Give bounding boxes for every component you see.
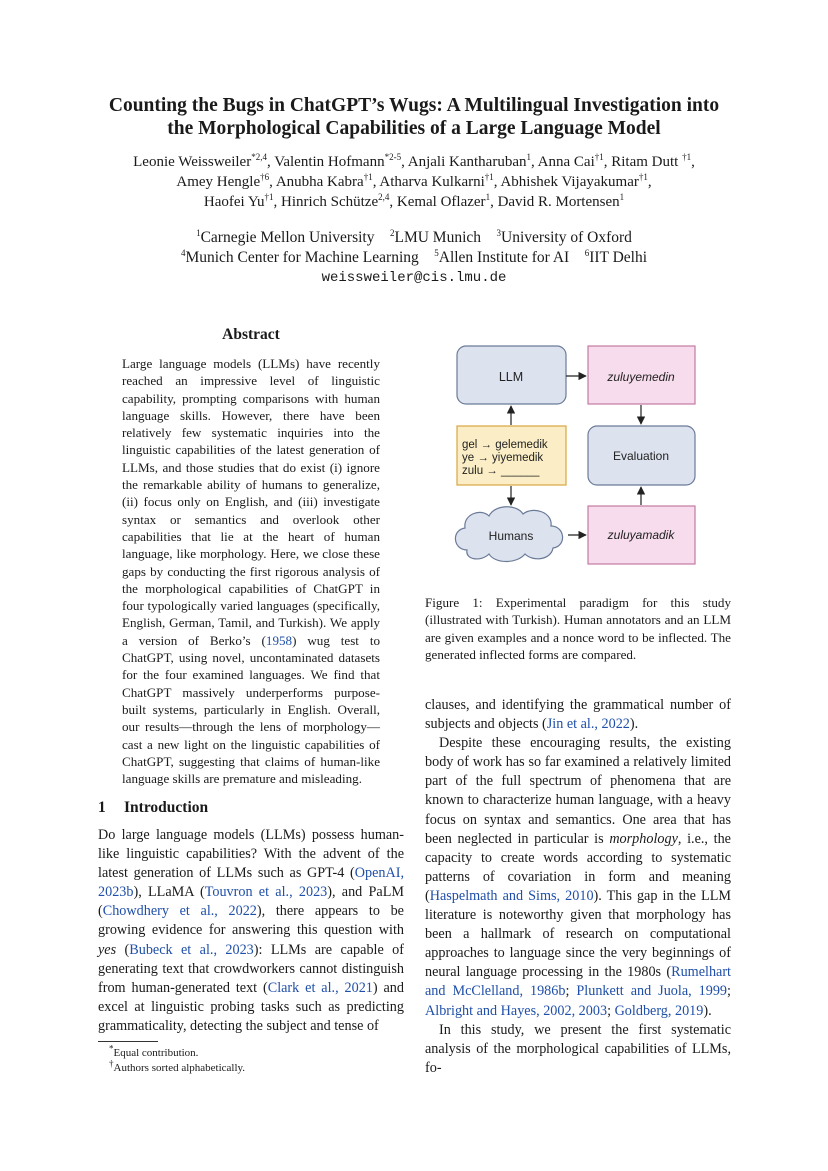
figure-1-diagram [425, 340, 731, 580]
citation-link[interactable]: Chowdhery et al., 2022 [102, 903, 257, 920]
contact-email[interactable]: weissweiler@cis.lmu.de [321, 270, 507, 286]
affil-line-1 [40, 228, 788, 248]
section-title: Introduction [124, 799, 209, 816]
abstract-body [122, 355, 380, 787]
author-list [40, 152, 788, 212]
llm-label: LLM [498, 370, 524, 384]
evaluation-label: Evaluation [612, 449, 670, 463]
author-affil: †6 [260, 172, 270, 182]
body-text: Despite these encouraging results, the existing body of work has so far examined a relatively limited part of the full spectrum of phenomena that are known to characterize human language, with a heavy focus on syntax and semantics. One area that has been neglected in particular is [425, 735, 731, 847]
citation-link[interactable]: Clark et al., 2021 [267, 979, 373, 996]
body-text: In this study, we present the first systematic analysis of the morphological capabilities of LLMs, fo- [425, 1021, 731, 1076]
affil-line-2 [40, 248, 788, 268]
footnote-text: Authors sorted alphabetically. [113, 1062, 246, 1074]
body-text: ; [607, 1002, 615, 1019]
section-number: 1 [98, 799, 106, 816]
body-text: ( [116, 941, 130, 958]
affil-num: 3 [496, 227, 502, 238]
emphasis-text: yes [98, 941, 117, 958]
body-text: Do large language models (LLMs) possess human-like linguistic capabilities? With the advent of the latest generation of LLMs such as GPT-4 ( [98, 827, 404, 882]
author-line-2: Amey Hengle$^{\dagger 6}$, Anubha Kabra$^{\dagger 1}$, Atharva Kulkarni$^{\dagger 1}$, Abhishek Vijayakumar$^{\dagger 1}$, [176, 172, 652, 190]
affil-num: 5 [434, 247, 439, 258]
affil-num: 2 [389, 227, 395, 238]
abstract-text: ) wug test to ChatGPT, using novel, uncontaminated datasets for the four examined languages. We find that ChatGPT massively underperforms purpose-built systems, particularly in English. Overall, our results—through the lens of morphology—cast a new light on the linguistic capabilities of ChatGPT, suggesting that claims of human-like language skills are premature and misleading. [122, 632, 380, 787]
humans-label: Humans [488, 529, 534, 543]
author-name: Abhishek Vijayakumar [500, 174, 639, 190]
footnote-mark: * [109, 1043, 114, 1054]
body-text: ), LLaMA ( [133, 884, 205, 901]
footnote-mark: † [109, 1058, 114, 1069]
example-line: zulu → ______ [462, 465, 540, 477]
emphasis-text: morphology [609, 830, 678, 847]
author-affil: †1 [264, 192, 274, 202]
intro-paragraph [98, 826, 404, 1036]
author-name: David R. Mortensen [497, 194, 620, 210]
body-text: ): LLMs are capable of generating text that crowdworkers cannot distinguish from human-generated text ( [98, 941, 404, 996]
author-affil: 1 [485, 192, 491, 202]
citation-link[interactable]: Rumelhart and McClelland, 1986b [425, 964, 731, 1000]
affil-num: 1 [196, 227, 201, 238]
author-name: Hinrich Schütze [281, 194, 379, 210]
author-name: Ritam Dutt [611, 154, 679, 170]
author-name: Anjali Kantharuban [407, 154, 527, 170]
affiliations [40, 228, 788, 288]
author-affil: †1 [363, 172, 373, 182]
author-name: Valentin Hofmann [274, 154, 385, 170]
author-affil: 1 [619, 192, 625, 202]
author-affil: 1 [526, 152, 531, 162]
footnote-text: Equal contribution. [113, 1047, 199, 1059]
body-text: ; [565, 983, 577, 1000]
body-text: ). [703, 1002, 712, 1019]
affil-name: LMU Munich [394, 229, 482, 246]
abstract-text: Large language models (LLMs) have recently reached an impressive level of linguistic capability, prompting comparisons with human language skills. However, there have been relatively few systematic inquiries into the linguistic capabilities of the latest generation of LLMs, and those studies that do exist (i) ignore the remarkable ability of humans to generalize, (ii) focus only on English, and (iii) investigate syntax or semantics and overlook other capabilities that lie at the heart of human language, like morphology. Here, we close these gaps by conducting the first rigorous analysis of the morphological capabilities of ChatGPT in four typologically varied languages (specifically, English, German, Tamil, and Turkish). We apply a version of Berko’s ( [122, 356, 380, 648]
body-text: ) and excel at linguistic probing tasks such as predicting grammaticality, detecting the subject and tense of [98, 979, 404, 1034]
author-name: Anna Cai [537, 154, 595, 170]
author-affil: †1 [638, 172, 648, 182]
author-affil: *2,4 [251, 152, 267, 162]
author-line-3: Haofei Yu$^{\dagger 1}$, Hinrich Schütze$^{2,4}$, Kemal Oflazer$^1$, David R. Mortensen$^1$ [203, 192, 625, 210]
body-text: clauses, and identifying the grammatical number of subjects and objects ( [425, 697, 731, 733]
citation-link[interactable]: Goldberg, 2019 [614, 1002, 704, 1019]
affil-name: Carnegie Mellon University [200, 229, 375, 246]
citation-link[interactable]: Haspelmath and Sims, 2010 [429, 887, 594, 904]
affil-num: 4 [180, 247, 186, 258]
llm-output-label: zuluyemedin [607, 370, 675, 384]
right-column-text [425, 696, 731, 1078]
author-name: Kemal Oflazer [396, 194, 486, 210]
affil-num: 6 [584, 247, 590, 258]
body-text: ), there appears to be growing evidence for answering this question with [98, 903, 404, 939]
affil-name: University of Oxford [501, 229, 632, 246]
example-line: gel → gelemedik [462, 439, 548, 451]
author-affil: †1 [484, 172, 494, 182]
citation-link[interactable]: Bubeck et al., 2023 [129, 941, 254, 958]
body-text: , i.e., the capacity to create words according to systematic patterns of covariation in form and meaning ( [425, 830, 731, 904]
author-name: Haofei Yu [203, 194, 265, 210]
author-name: Atharva Kulkarni [379, 174, 485, 190]
citation-link[interactable]: OpenAI, 2023b [98, 865, 404, 901]
human-output-label: zuluyamadik [607, 528, 675, 542]
figure-caption: Figure 1: Experimental paradigm for this study (illustrated with Turkish). Human annotators and an LLM are given examples and a nonce word to be inflected. The generated inflected forms are compared. [425, 595, 731, 662]
citation-link[interactable]: 1958 [265, 632, 293, 648]
title-line-2: the Morphological Capabilities of a Large Language Model [167, 118, 661, 139]
author-name: Leonie Weissweiler [133, 154, 252, 170]
paper-title [60, 94, 768, 140]
footnote-rule [98, 1041, 158, 1042]
citation-link[interactable]: Albright and Hayes, 2002, 2003 [425, 1002, 608, 1019]
author-name: Anubha Kabra [275, 174, 364, 190]
author-affil: 2,4 [378, 192, 390, 202]
body-text: ). [629, 716, 639, 733]
footnote [98, 1058, 246, 1076]
citation-link[interactable]: Plunkett and Juola, 1999 [576, 983, 728, 1000]
affil-name: IIT Delhi [589, 249, 648, 266]
author-line-1: Leonie Weissweiler$^{*2,4}$, Valentin Hofmann$^{*2-5}$, Anjali Kantharuban$^1$, Anna Cai$^{\dagger 1}$, Ritam Dutt $^{\dagger 1}$, [133, 152, 695, 170]
affil-name: Munich Center for Machine Learning [185, 249, 419, 266]
citation-link[interactable]: Jin et al., 2022 [546, 716, 630, 733]
title-line-1: Counting the Bugs in ChatGPT’s Wugs: A Multilingual Investigation into [108, 95, 720, 116]
abstract-heading: Abstract [222, 326, 280, 343]
author-affil: †1 [682, 152, 692, 162]
author-affil: †1 [594, 152, 604, 162]
body-text: ). This gap in the LLM literature is noteworthy given that morphology has been a hallmark of research on computational approaches to language since the very beginnings of neural language processing in the 1980s ( [425, 887, 731, 981]
citation-link[interactable]: Touvron et al., 2023 [204, 884, 328, 901]
section-heading [98, 799, 208, 817]
affil-name: Allen Institute for AI [438, 249, 570, 266]
body-text: ; [727, 983, 731, 1000]
example-line: ye → yiyemedik [462, 452, 544, 464]
body-text: ), and PaLM ( [98, 884, 404, 920]
author-name: Amey Hengle [176, 174, 261, 190]
author-affil: *2-5 [384, 152, 402, 162]
